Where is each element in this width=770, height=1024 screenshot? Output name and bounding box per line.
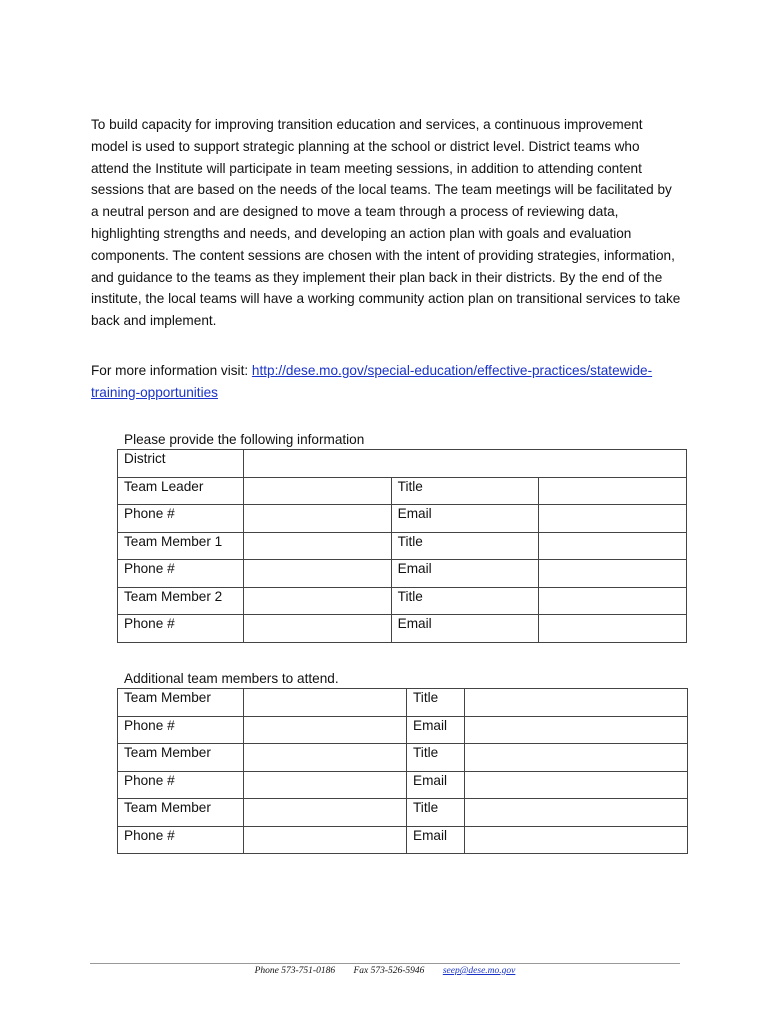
- intro-paragraph: To build capacity for improving transition education and services, a continuous improvement model is used to support strategic planning at the school or district level. District teams who attend the Institute will participate in team meeting sessions, in addition to attending content sessions that are based on the needs of the local teams. The team meetings will be facilitated by a neutral person and are designed to move a team through a process of reviewing data, highlighting strengths and needs, and developing an action plan with goals and evaluation components. The content sessions are chosen with the intent of providing strategies, information, and guidance to the teams as they implement their plan back in their districts. By the end of the institute, the local teams will have a working community action plan on transitional services to take back and implement.: [91, 117, 681, 329]
- field-label: Title: [391, 587, 539, 615]
- field-input[interactable]: [244, 799, 407, 827]
- field-label: Team Leader: [118, 477, 244, 505]
- field-input[interactable]: [244, 689, 407, 717]
- field-label: Email: [391, 505, 539, 533]
- field-input[interactable]: [244, 716, 407, 744]
- field-label: Phone #: [118, 560, 244, 588]
- field-input[interactable]: [244, 477, 392, 505]
- table-row: [118, 505, 687, 533]
- field-label: Title: [407, 799, 465, 827]
- field-input[interactable]: [465, 689, 688, 717]
- field-label: Team Member: [118, 689, 244, 717]
- field-input[interactable]: [539, 477, 687, 505]
- field-input[interactable]: [244, 587, 392, 615]
- footer: [0, 966, 770, 976]
- field-label: Phone #: [118, 771, 244, 799]
- table-row: [118, 826, 688, 854]
- field-label: Email: [391, 560, 539, 588]
- field-input[interactable]: [539, 560, 687, 588]
- field-label: Phone #: [118, 716, 244, 744]
- more-info-line: [91, 360, 681, 404]
- field-input[interactable]: [244, 771, 407, 799]
- field-label: Team Member 2: [118, 587, 244, 615]
- statewide-training-link[interactable]: http://dese.mo.gov/special-education/effective-practices/statewide-training-opportunities: [91, 363, 653, 400]
- district-label: District: [118, 450, 244, 478]
- field-input[interactable]: [465, 744, 688, 772]
- field-label: Phone #: [118, 505, 244, 533]
- field-label: Phone #: [118, 615, 244, 643]
- table-row: [118, 450, 687, 478]
- table-row: [118, 799, 688, 827]
- field-label: Email: [407, 716, 465, 744]
- table-row: [118, 689, 688, 717]
- field-label: Email: [407, 771, 465, 799]
- field-input[interactable]: [244, 826, 407, 854]
- field-input[interactable]: [244, 505, 392, 533]
- table-row: [118, 771, 688, 799]
- field-input[interactable]: [539, 615, 687, 643]
- field-label: Title: [407, 744, 465, 772]
- field-input[interactable]: [465, 799, 688, 827]
- footer-divider: [90, 963, 680, 964]
- table-row: [118, 587, 687, 615]
- field-input[interactable]: [539, 587, 687, 615]
- additional-members-table: [117, 688, 688, 854]
- form1-caption: Please provide the following information: [124, 432, 365, 447]
- field-label: Team Member: [118, 744, 244, 772]
- field-input[interactable]: [465, 771, 688, 799]
- field-label: Team Member 1: [118, 532, 244, 560]
- field-label: Title: [407, 689, 465, 717]
- district-field[interactable]: [244, 450, 687, 478]
- field-input[interactable]: [539, 505, 687, 533]
- footer-phone: Phone 573-751-0186: [254, 966, 336, 976]
- field-input[interactable]: [244, 615, 392, 643]
- more-info-prefix: For more information visit:: [91, 363, 252, 378]
- field-label: Email: [407, 826, 465, 854]
- field-label: Title: [391, 477, 539, 505]
- field-label: Phone #: [118, 826, 244, 854]
- table-row: [118, 615, 687, 643]
- form2-caption: Additional team members to attend.: [124, 671, 339, 686]
- field-input[interactable]: [244, 532, 392, 560]
- table-row: [118, 477, 687, 505]
- field-input[interactable]: [465, 716, 688, 744]
- footer-email-link[interactable]: seep@dese.mo.gov: [442, 966, 516, 976]
- field-input[interactable]: [244, 560, 392, 588]
- field-label: Email: [391, 615, 539, 643]
- field-input[interactable]: [244, 744, 407, 772]
- footer-fax: Fax 573-526-5946: [353, 966, 425, 976]
- field-label: Title: [391, 532, 539, 560]
- table-row: [118, 560, 687, 588]
- table-row: [118, 716, 688, 744]
- field-input[interactable]: [465, 826, 688, 854]
- field-label: Team Member: [118, 799, 244, 827]
- field-input[interactable]: [539, 532, 687, 560]
- table-row: [118, 532, 687, 560]
- table-row: [118, 744, 688, 772]
- team-info-table: [117, 449, 687, 643]
